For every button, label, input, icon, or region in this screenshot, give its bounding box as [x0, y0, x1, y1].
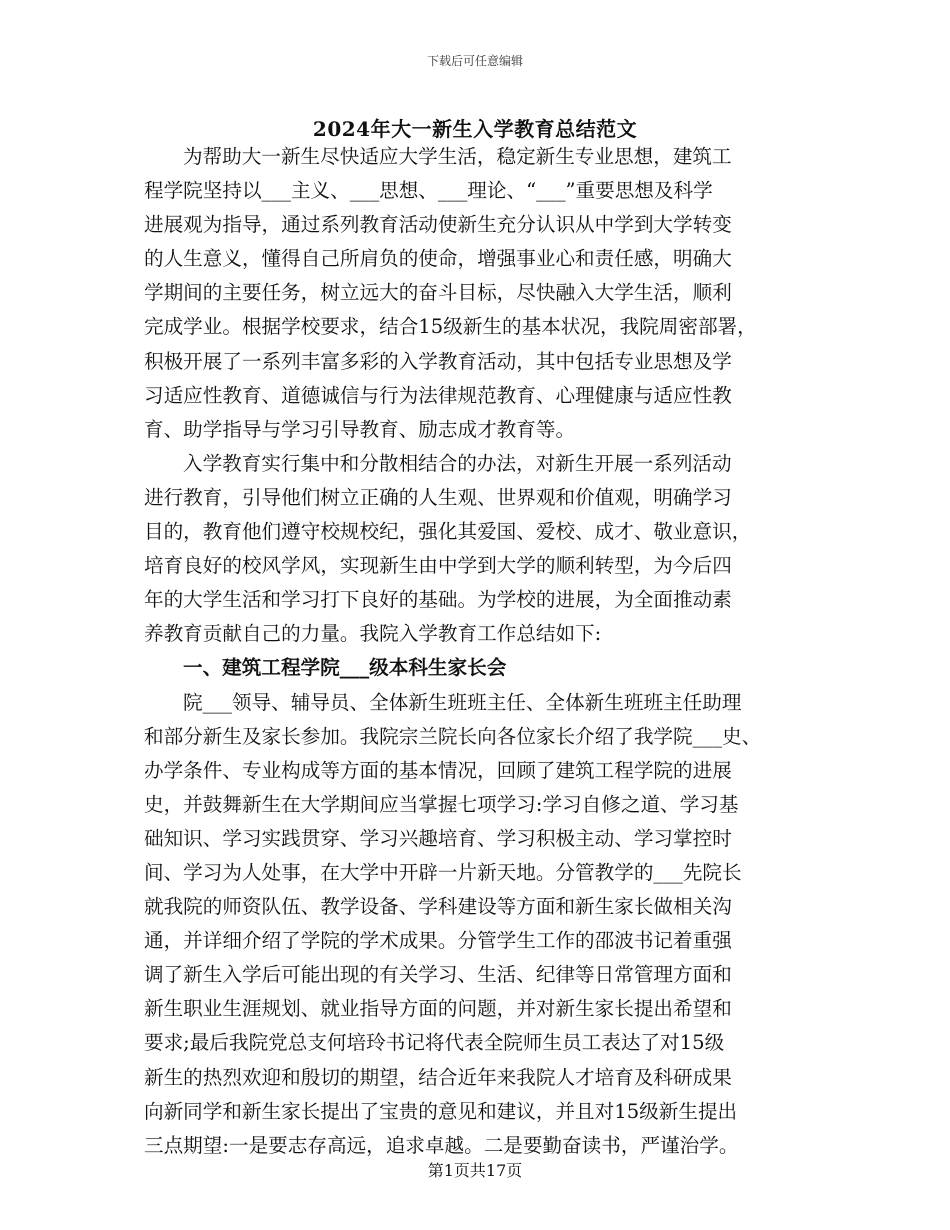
text-line: 间、学习为人处事，在大学中开辟一片新天地。分管教学的___先院长: [144, 860, 742, 884]
section-heading: 一、建筑工程学院___级本科生家长会: [183, 656, 507, 680]
text-line: 目的，教育他们遵守校规校纪，强化其爱国、爱校、成才、敬业意识，: [144, 520, 752, 544]
text-line: 积极开展了一系列丰富多彩的入学教育活动，其中包括专业思想及学: [144, 349, 732, 373]
text-line: 向新同学和新生家长提出了宝贵的意见和建议，并且对15级新生提出: [144, 1099, 738, 1123]
text-line: 育、助学指导与学习引导教育、励志成才教育等。: [144, 417, 576, 441]
text-line: 年的大学生活和学习打下良好的基础。为学校的进展，为全面推动素: [144, 588, 732, 612]
text-line: 要求;最后我院党总支何培玲书记将代表全院师生员工表达了对15级: [144, 1031, 725, 1055]
document-body: [144, 140, 814, 1163]
text-line: 史，并鼓舞新生在大学期间应当掌握七项学习:学习自修之道、学习基: [144, 792, 739, 816]
text-line: 办学条件、专业构成等方面的基本情况，回顾了建筑工程学院的进展: [144, 758, 732, 782]
document-title: 2024年大一新生入学教育总结范文: [312, 117, 638, 141]
text-line: 进行教育，引导他们树立正确的人生观、世界观和价值观，明确学习: [144, 485, 732, 509]
text-line: 为帮助大一新生尽快适应大学生活，稳定新生专业思想，建筑工: [183, 145, 732, 168]
text-line: 养教育贡献自己的力量。我院入学教育工作总结如下:: [144, 622, 602, 646]
text-line: 通，并详细介绍了学院的学术成果。分管学生工作的邵波书记着重强: [144, 929, 732, 953]
text-line: 新生的热烈欢迎和殷切的期望，结合近年来我院人才培育及科研成果: [144, 1065, 732, 1089]
text-line: 完成学业。根据学校要求，结合15级新生的基本状况，我院周密部署，: [144, 315, 757, 339]
text-line: 学期间的主要任务，树立远大的奋斗目标，尽快融入大学生活，顺利: [144, 281, 732, 305]
text-line: 程学院坚持以___主义、___思想、___理论、“___”重要思想及科学: [144, 179, 713, 203]
page-footer: 第1页共17页: [427, 1161, 523, 1180]
text-line: 就我院的师资队伍、教学设备、学科建设等方面和新生家长做相关沟: [144, 895, 732, 919]
text-line: 入学教育实行集中和分散相结合的办法，对新生开展一系列活动: [183, 451, 732, 475]
header-note: 下载后可任意编辑: [426, 54, 523, 68]
text-line: 院___领导、辅导员、全体新生班班主任、全体新生班班主任助理: [183, 690, 742, 714]
text-line: 培育良好的校风学风，实现新生由中学到大学的顺利转型，为今后四: [144, 554, 732, 578]
text-line: 习适应性教育、道德诚信与行为法律规范教育、心理健康与适应性教: [144, 383, 732, 407]
text-line: 调了新生入学后可能出现的有关学习、生活、纪律等日常管理方面和: [144, 963, 732, 987]
text-line: 和部分新生及家长参加。我院宗兰院长向各位家长介绍了我学院___史、: [144, 724, 762, 748]
text-line: 础知识、学习实践贯穿、学习兴趣培育、学习积极主动、学习掌控时: [144, 826, 732, 850]
text-line: 进展观为指导，通过系列教育活动使新生充分认识从中学到大学转变: [144, 213, 732, 237]
text-line: 三点期望:一是要志存高远，追求卓越。二是要勤奋读书，严谨治学。: [144, 1133, 739, 1157]
text-line: 的人生意义，懂得自己所肩负的使命，增强事业心和责任感，明确大: [144, 247, 732, 271]
text-line: 新生职业生涯规划、就业指导方面的问题，并对新生家长提出希望和: [144, 997, 732, 1021]
